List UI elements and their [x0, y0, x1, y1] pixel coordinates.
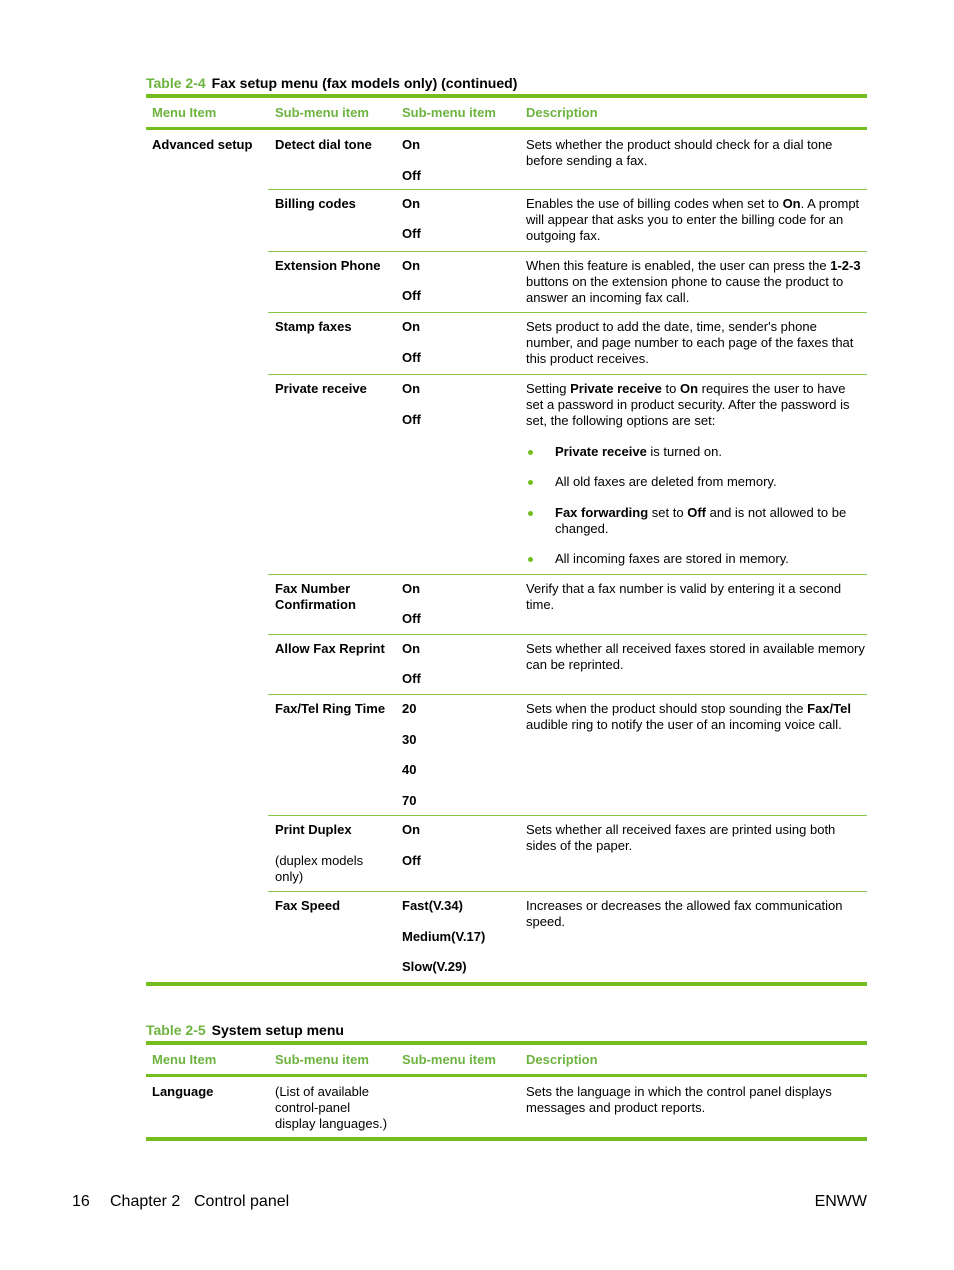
sub-item-fax-tel-ring-time: Fax/Tel Ring Time	[275, 701, 386, 716]
bullet-icon	[528, 557, 533, 562]
description: Sets whether all received faxes are printed using both sides of the paper.	[526, 822, 836, 853]
option-value: On	[402, 581, 421, 596]
sub-item-allow-fax-reprint: Allow Fax Reprint	[275, 641, 385, 656]
description: Sets whether the product should check for a dial tone before sending a fax.	[526, 137, 833, 168]
sub-item-fax-speed: Fax Speed	[275, 898, 341, 913]
description: Enables the use of billing codes when set to On. A prompt will appear that asks you to enter the billing code for an outgoing fax.	[526, 196, 860, 243]
header-description: Description	[526, 105, 598, 120]
menu-item-language: Language	[152, 1084, 214, 1099]
table-top-rule	[146, 1041, 867, 1045]
header-description: Description	[526, 1052, 598, 1067]
row-divider	[268, 891, 867, 892]
description: When this feature is enabled, the user can press the 1-2-3 buttons on the extension phone to cause the product to answer an incoming fax call.	[526, 258, 861, 305]
row-divider	[268, 189, 867, 190]
bullet-icon	[528, 480, 533, 485]
row-divider	[268, 634, 867, 635]
option-value: On	[402, 822, 421, 837]
option-value: Off	[402, 350, 421, 365]
option-value: Slow(V.29)	[402, 959, 467, 974]
table-top-rule	[146, 94, 867, 98]
option-value: 20	[402, 701, 417, 716]
table-2-4-caption	[146, 75, 517, 91]
description: Sets product to add the date, time, sender's phone number, and page number to each page of the faxes that this product receives.	[526, 319, 854, 366]
table-2-5-caption	[146, 1022, 344, 1038]
table-number: Table 2-5	[146, 1022, 206, 1038]
description: Verify that a fax number is valid by entering it a second time.	[526, 581, 842, 612]
option-value: On	[402, 196, 421, 211]
bullet-item: All incoming faxes are stored in memory.	[555, 551, 789, 566]
sub-item-print-duplex: Print Duplex	[275, 822, 352, 837]
table-number: Table 2-4	[146, 75, 206, 91]
header-sub-menu-item-2: Sub-menu item	[402, 1052, 496, 1067]
table-title: System setup menu	[211, 1022, 344, 1038]
option-value: Off	[402, 168, 421, 183]
option-value: Medium(V.17)	[402, 929, 486, 944]
description: Sets whether all received faxes stored in available memory can be reprinted.	[526, 641, 865, 672]
option-value: Off	[402, 412, 421, 427]
sub-item-billing-codes: Billing codes	[275, 196, 356, 211]
option-value: 30	[402, 732, 417, 747]
option-value: Off	[402, 226, 421, 241]
page-number: 16	[72, 1193, 90, 1210]
menu-item-advanced-setup: Advanced setup	[152, 137, 253, 152]
row-divider	[268, 312, 867, 313]
option-value: Off	[402, 611, 421, 626]
section-label: Control panel	[194, 1193, 290, 1210]
option-value: 40	[402, 762, 417, 777]
description: Increases or decreases the allowed fax communication speed.	[526, 898, 843, 929]
chapter-label: Chapter 2	[110, 1193, 181, 1210]
row-divider	[268, 374, 867, 375]
table-bottom-rule	[146, 1137, 867, 1141]
table-bottom-rule	[146, 982, 867, 986]
option-value: On	[402, 641, 421, 656]
bullet-item: All old faxes are deleted from memory.	[555, 474, 777, 489]
bullet-item: Fax forwarding set to Off and is not allowed to be changed.	[555, 505, 847, 536]
row-divider	[268, 694, 867, 695]
sub-item-note: (duplex models only)	[275, 853, 364, 884]
option-value: On	[402, 319, 421, 334]
sub-item-detect-dial-tone: Detect dial tone	[275, 137, 372, 152]
header-sub-menu-item-1: Sub-menu item	[275, 1052, 369, 1067]
footer-right-label: ENWW	[814, 1193, 867, 1210]
option-value: On	[402, 381, 421, 396]
sub-item-extension-phone: Extension Phone	[275, 258, 381, 273]
sub-item-stamp-faxes: Stamp faxes	[275, 319, 352, 334]
header-menu-item: Menu Item	[152, 105, 217, 120]
bullet-icon	[528, 511, 533, 516]
header-rule	[146, 1074, 867, 1077]
header-menu-item: Menu Item	[152, 1052, 217, 1067]
row-divider	[268, 251, 867, 252]
sub-item-fax-number-confirmation: Fax Number Confirmation	[275, 581, 356, 612]
row-divider	[268, 574, 867, 575]
header-sub-menu-item-1: Sub-menu item	[275, 105, 369, 120]
sub-item-language-list: (List of available control-panel display languages.)	[275, 1084, 388, 1131]
option-value: On	[402, 258, 421, 273]
bullet-icon	[528, 450, 533, 455]
option-value: Off	[402, 288, 421, 303]
option-value: Fast(V.34)	[402, 898, 463, 913]
option-value: Off	[402, 853, 421, 868]
row-divider	[268, 815, 867, 816]
sub-item-private-receive: Private receive	[275, 381, 367, 396]
option-value: Off	[402, 671, 421, 686]
description: Sets when the product should stop sounding the Fax/Tel audible ring to notify the user of an incoming voice call.	[526, 701, 851, 732]
header-rule	[146, 127, 867, 130]
option-value: On	[402, 137, 421, 152]
description: Sets the language in which the control panel displays messages and product reports.	[526, 1084, 832, 1115]
bullet-item: Private receive is turned on.	[555, 444, 722, 459]
option-value: 70	[402, 793, 417, 808]
header-sub-menu-item-2: Sub-menu item	[402, 105, 496, 120]
description: Setting Private receive to On requires the user to have set a password in product security. After the password is set, the following options are set:	[526, 381, 850, 428]
table-title: Fax setup menu (fax models only) (continued)	[211, 75, 518, 91]
